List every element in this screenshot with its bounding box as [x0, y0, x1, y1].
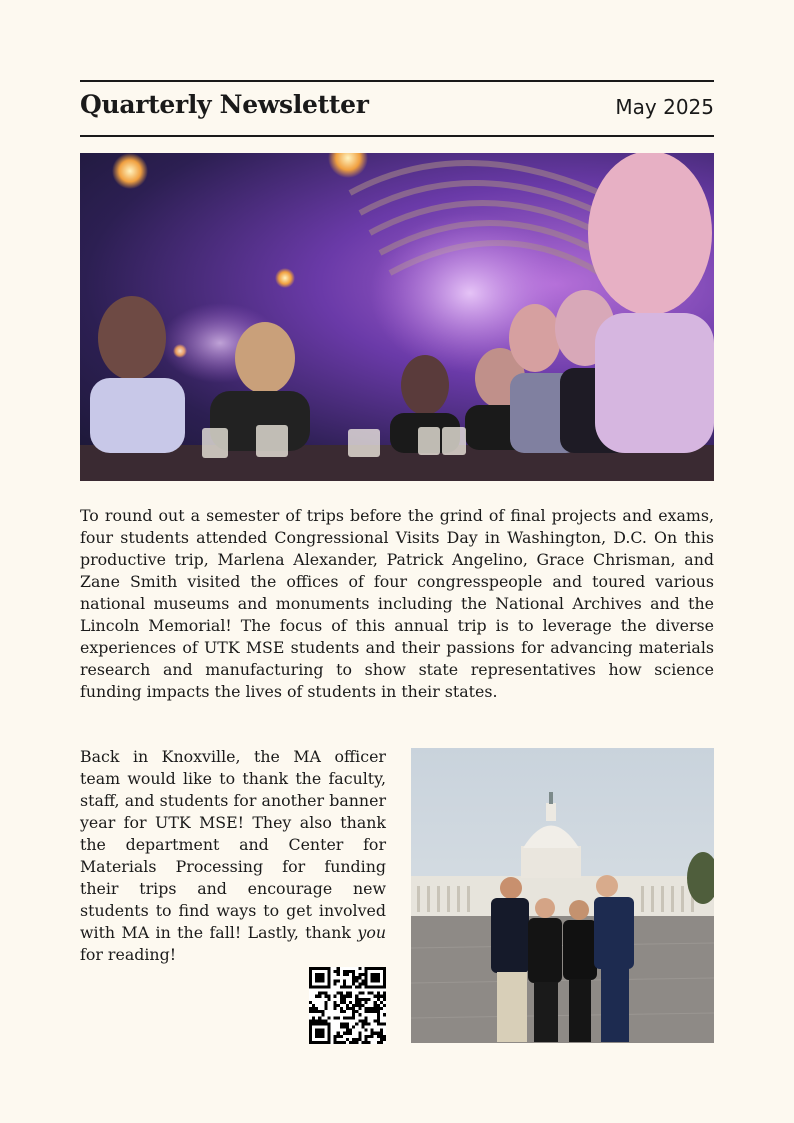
top-rule	[80, 80, 714, 82]
issue-date: May 2025	[615, 95, 714, 119]
emphasis-you: you	[357, 923, 386, 942]
paragraph-2-text: Back in Knoxville, the MA officer team would like to thank the faculty, staff, and students for another banner year for UTK MSE! They also thank the department and Center for Materials Processing for funding their trips and encourage new students to find ways to get involved with MA in the fall! Lastly, thank	[80, 747, 386, 942]
article-paragraph-2	[80, 746, 386, 966]
article-paragraph-1: To round out a semester of trips before the grind of final projects and exams, four students attended Congressional Visits Day in Washington, D.C. On this productive trip, Marlena Alexander, Patrick Angelino, Grace Chrisman, and Zane Smith visited the offices of four congresspeople and toured various national museums and monuments including the National Archives and the Lincoln Memorial! The focus of this annual trip is to leverage the diverse experiences of UTK MSE students and their passions for advancing materials research and manufacturing to show state representatives how science funding impacts the lives of students in their states.	[80, 506, 714, 701]
capitol-photo	[411, 748, 714, 1043]
bottom-rule	[80, 135, 714, 137]
qr-code[interactable]	[309, 967, 386, 1044]
paragraph-2-ending: for reading!	[80, 945, 177, 964]
hero-photo	[80, 153, 714, 481]
newsletter-title: Quarterly Newsletter	[80, 90, 369, 119]
